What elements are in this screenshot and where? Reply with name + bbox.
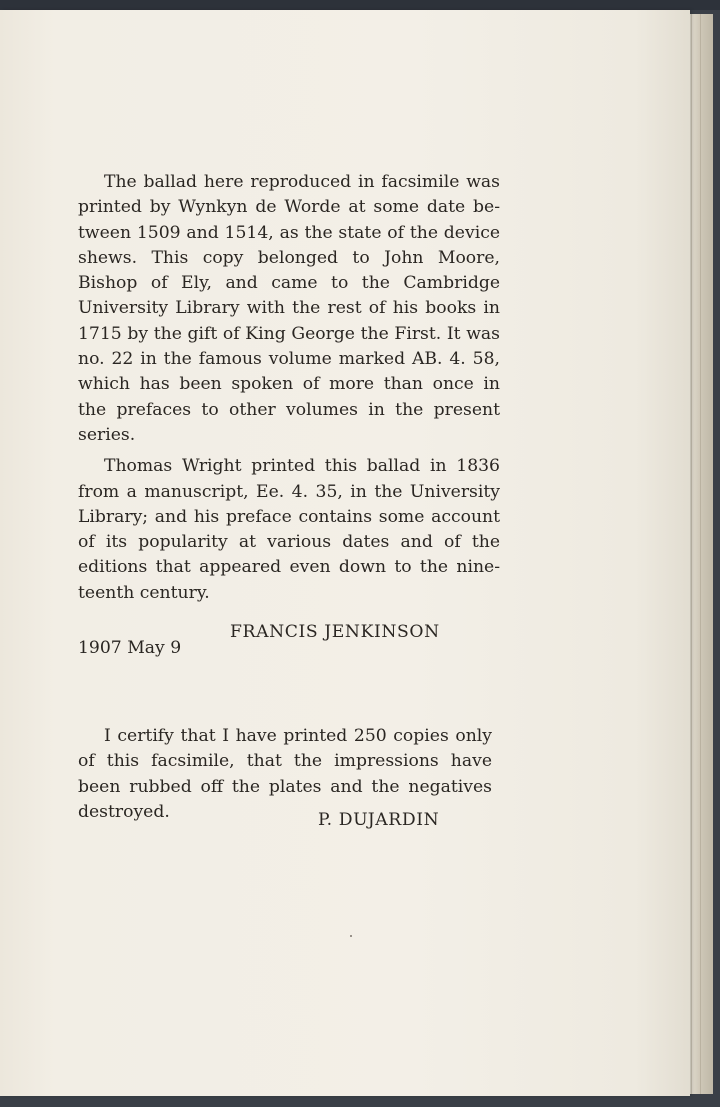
paper-speck xyxy=(350,935,352,937)
backdrop xyxy=(0,0,720,10)
preface-paragraph-2: Thomas Wright printed this ballad in 1836 from a manuscript, Ee. 4. 35, in the University Library; and his preface contains some account of its popularity at various dates and of the editions that appeared even down to the nineteenth century. xyxy=(78,456,500,603)
preface-date: 1907 May 9 xyxy=(78,638,182,658)
signature-jenkinson: FRANCIS JENKINSON xyxy=(230,622,440,642)
preface-paragraph-1: The ballad here reproduced in facsimile was printed by Wynkyn de Worde at some date between 1509 and 1514, as the state of the device shews. This copy belonged to John Moore, Bishop of Ely, and came to the Cambridge University Library with the rest of his books in 1715 by the gift of King George the First. It was no. 22 in the famous volume marked AB. 4. 58, which has been spoken of more than once in the prefaces to other volumes in the present series. xyxy=(78,172,500,445)
preface-text xyxy=(78,170,500,606)
certificate-text: I certify that I have printed 250 copies only of this facsimile, that the impressions have been rubbed off the plates and the negatives destroyed. xyxy=(78,726,492,822)
book-page xyxy=(0,10,690,1096)
signature-dujardin: P. DUJARDIN xyxy=(318,810,440,830)
